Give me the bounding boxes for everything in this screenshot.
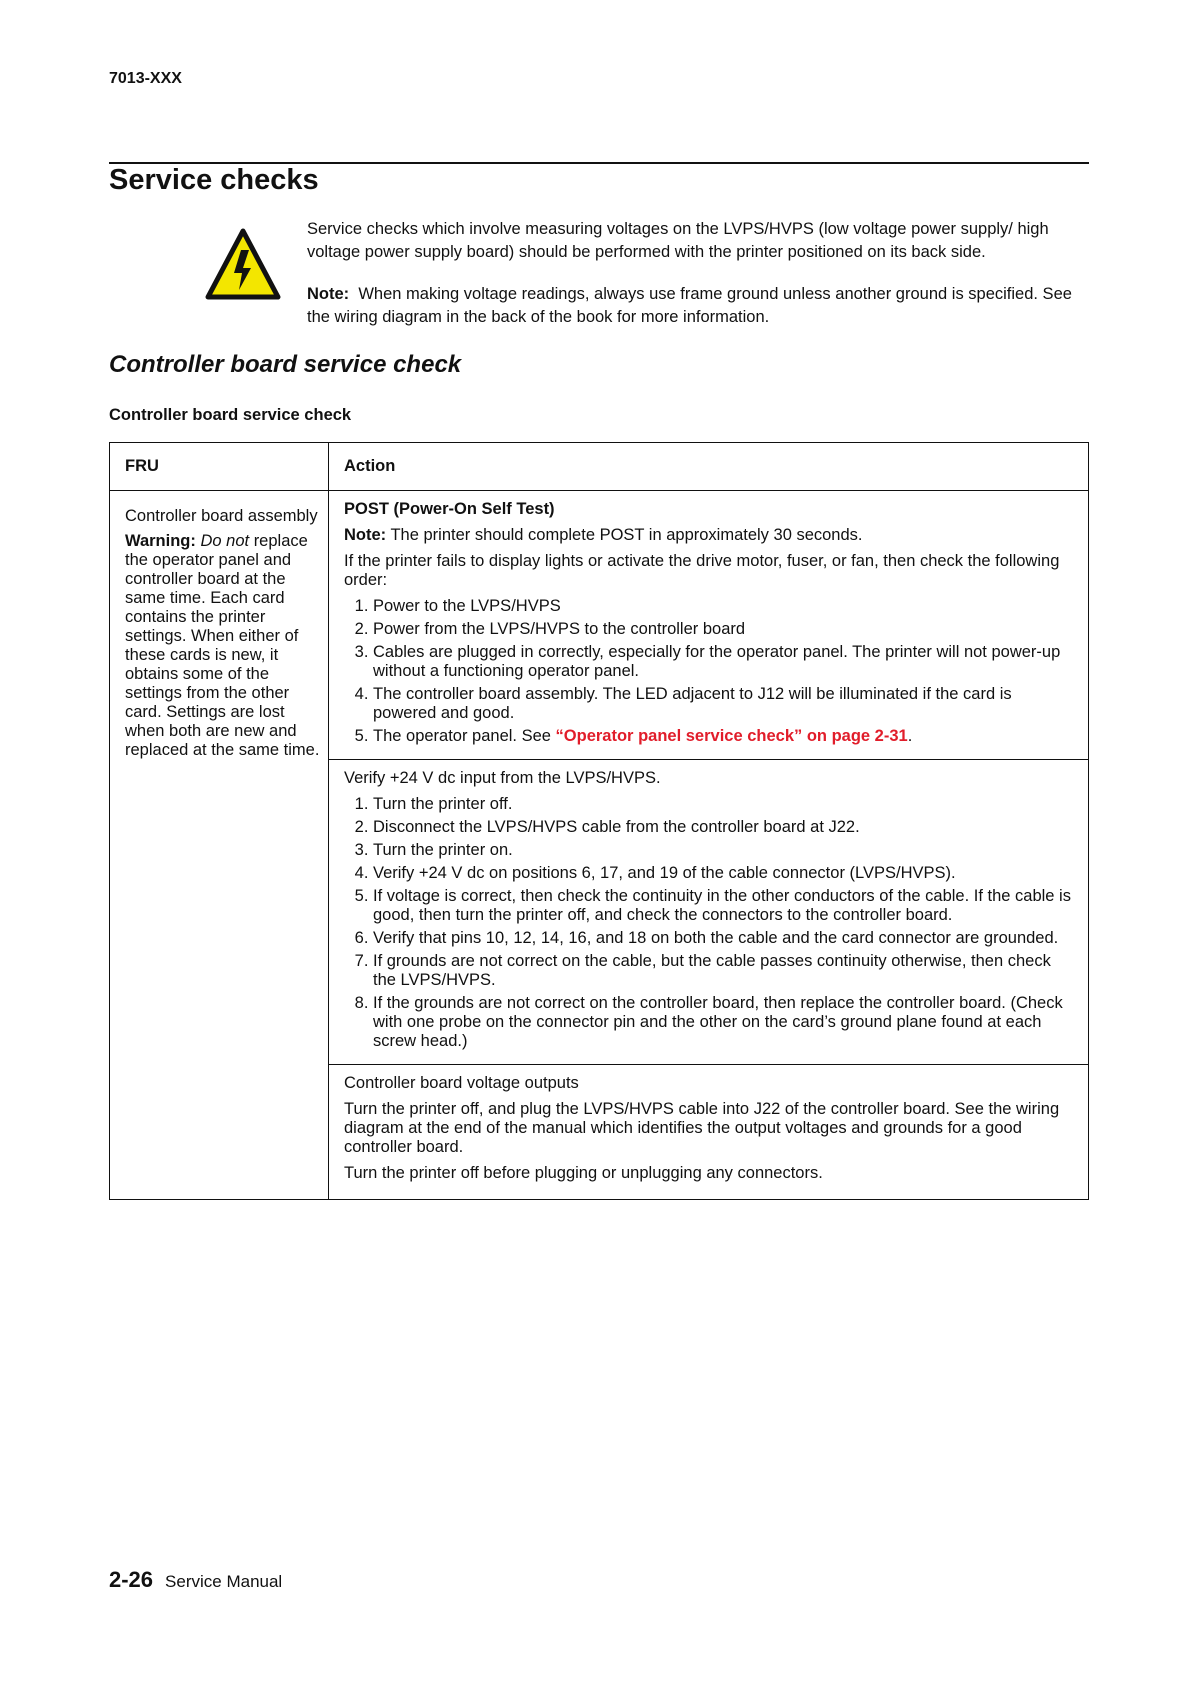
list-item: 4. Verify +24 V dc on positions 6, 17, and 19 of the cable connector (LVPS/HVPS). (373, 864, 1073, 883)
list-item: 3. Turn the printer on. (373, 841, 1073, 860)
service-check-table (109, 442, 1089, 1200)
list-item: 8. If the grounds are not correct on the controller board, then replace the controller board. (Check with one probe on the connector pin and the other on the card’s ground plane found at each screw head.) (373, 994, 1073, 1051)
action-header: Action (329, 443, 1089, 491)
voltage-output-text: Turn the printer off, and plug the LVPS/HVPS cable into J22 of the controller board. See the wiring diagram at the end of the manual which identifies the output voltages and grounds for a good controller board. (344, 1100, 1060, 1156)
fru-name: Controller board assembly (125, 507, 318, 525)
fru-warning (125, 532, 320, 760)
list-item: 1. Power to the LVPS/HVPS (373, 597, 1073, 616)
item5-prefix: The operator panel. See (373, 727, 556, 745)
operator-panel-check-link[interactable]: “Operator panel service check” on page 2-31 (555, 727, 908, 745)
list-item: 4. The controller board assembly. The LED adjacent to J12 will be illuminated if the card is powered and good. (373, 685, 1073, 723)
warning-emphasis: Do not (200, 532, 250, 550)
list-item: 2. Power from the LVPS/HVPS to the controller board (373, 620, 1073, 639)
section-title: Service checks (109, 164, 319, 196)
footer-label: Service Manual (165, 1572, 283, 1591)
page-footer (109, 1567, 282, 1593)
voltage-input-intro: Verify +24 V dc input from the LVPS/HVPS. (344, 769, 661, 787)
voltage-input-action-cell (329, 760, 1089, 1065)
voltage-output-caution: Turn the printer off before plugging or unplugging any connectors. (344, 1164, 823, 1182)
voltage-input-steps-list (344, 795, 1073, 1051)
post-note-label: Note: (344, 526, 387, 544)
post-note (344, 526, 1073, 545)
list-item: 1. Turn the printer off. (373, 795, 1073, 814)
fru-cell (110, 491, 329, 1200)
list-item: 6. Verify that pins 10, 12, 14, 16, and 18 on both the cable and the card connector are grounded. (373, 929, 1073, 948)
intro-text: Service checks which involve measuring voltages on the LVPS/HVPS (low voltage power supply/ high voltage power supply board) should be performed with the printer positioned on its back side. (307, 220, 1049, 261)
list-item: 5. If voltage is correct, then check the continuity in the other conductors of the cable. If the cable is good, then turn the printer off, and check the connectors to the controller board. (373, 887, 1073, 925)
intro-block (307, 218, 1097, 329)
document-model-header: 7013-XXX (109, 70, 182, 87)
warning-text: replace the operator panel and controller board at the same time. Each card contains the printer settings. When either of these cards is new, it obtains some of the settings from the other card. Settings are lost when both are new and replaced at the same time. (125, 532, 320, 759)
list-item: 7. If grounds are not correct on the cable, but the cable passes continuity otherwise, then check the LVPS/HVPS. (373, 952, 1073, 990)
table-header-row (110, 443, 1089, 491)
voltage-output-title: Controller board voltage outputs (344, 1074, 579, 1092)
post-note-text: The printer should complete POST in approximately 30 seconds. (390, 526, 863, 544)
subsection-title: Controller board service check (109, 351, 462, 378)
post-intro: If the printer fails to display lights or activate the drive motor, fuser, or fan, then check the following order: (344, 552, 1060, 589)
table-row (110, 491, 1089, 760)
list-item: 3. Cables are plugged in correctly, especially for the operator panel. The printer will not power-up without a functioning operator panel. (373, 643, 1073, 681)
list-item: 2. Disconnect the LVPS/HVPS cable from the controller board at J22. (373, 818, 1073, 837)
item5-suffix: . (907, 727, 913, 745)
post-title: POST (Power-On Self Test) (344, 500, 555, 518)
note-text: When making voltage readings, always use frame ground unless another ground is specified. See the wiring diagram in the back of the book for more information. (307, 285, 1072, 326)
voltage-output-action-cell (329, 1065, 1089, 1200)
note-label: Note: (307, 285, 350, 303)
list-item (373, 727, 1073, 746)
intro-note (307, 283, 1097, 329)
electrical-hazard-icon (205, 228, 281, 300)
post-action-cell (329, 491, 1089, 760)
page-number: 2-26 (109, 1567, 154, 1592)
fru-header: FRU (110, 443, 329, 491)
table-caption: Controller board service check (109, 406, 352, 424)
post-steps-list (344, 597, 1073, 746)
warning-label: Warning: (125, 532, 196, 550)
